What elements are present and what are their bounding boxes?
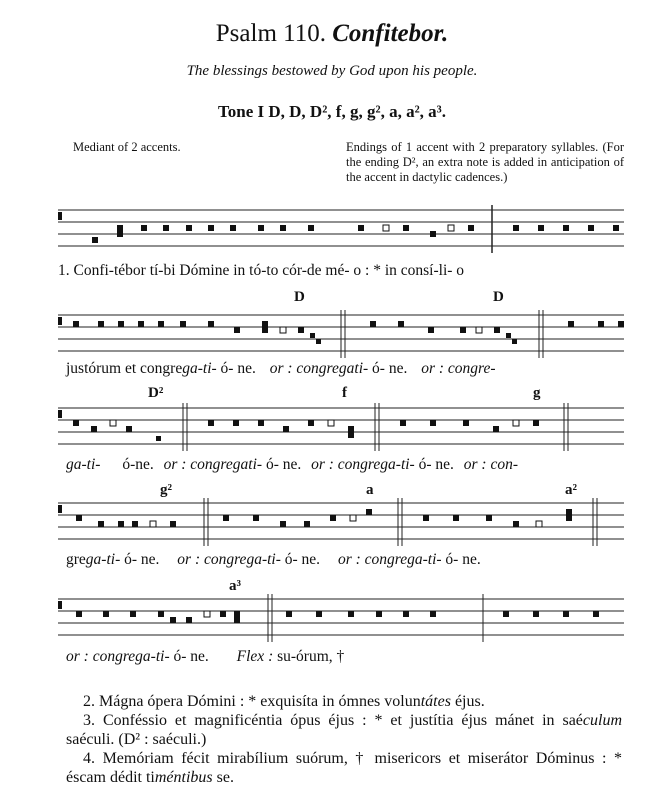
lyric-segment: justórum et congre xyxy=(66,360,183,377)
chant-staff-1 xyxy=(58,205,624,255)
ending-mark-g: g xyxy=(533,385,541,401)
lyric-segment-italic: or : congre xyxy=(269,360,339,377)
lyric-segment-italic: or : congre xyxy=(311,456,381,473)
chant-staff-3 xyxy=(58,403,624,453)
chant-staff-4 xyxy=(58,498,624,548)
lyric-segment-italic: or : con- xyxy=(463,456,519,473)
lyric-segment: ó- ne. xyxy=(280,551,321,568)
lyric-segment-italic: or : congre- xyxy=(421,360,496,377)
lyric-segment-italic: or : congre xyxy=(337,551,408,568)
lyric-segment: ó- ne. xyxy=(169,648,209,665)
verse-text-tail: saéculi. (D² : saéculi.) xyxy=(66,731,207,748)
lyric-segment-italic: ga-ti- xyxy=(66,456,101,473)
lyric-segment-italic: Flex : xyxy=(236,648,278,665)
verse-text-italic: tátes xyxy=(420,693,451,710)
verse-text-italic: méntibus xyxy=(154,769,213,786)
verse-4 xyxy=(66,749,622,787)
lyric-segment: ó- ne. xyxy=(368,360,408,377)
verse-number: 3. xyxy=(83,712,95,729)
ending-mark-d-2: D xyxy=(493,289,504,305)
lyric-segment-italic: ga-ti- xyxy=(246,551,281,568)
subtitle: The blessings bestowed by God upon his people. xyxy=(186,63,478,79)
lyric-segment: ó- ne. xyxy=(216,360,256,377)
verse-text-italic: culum xyxy=(582,712,623,729)
title-main: Psalm 110. xyxy=(215,20,326,47)
mediant-note: Mediant of 2 accents. xyxy=(73,140,181,154)
lyric-segment: ó- ne. xyxy=(441,551,481,568)
verse-text-tail: éjus. xyxy=(450,693,485,710)
ending-mark-d2: D² xyxy=(148,385,164,401)
chant-staff-5 xyxy=(58,594,624,644)
lyric-segment-italic: ga-ti- xyxy=(135,648,170,665)
ending-mark-a: a xyxy=(366,482,374,498)
lyric-segment: su-órum, † xyxy=(277,648,345,665)
verse-text: Mágna ópera Dómini : * exquisíta in ómnes volun xyxy=(99,693,421,710)
lyric-segment: ó-ne. xyxy=(122,456,154,473)
lyric-segment: gre xyxy=(66,551,86,568)
lyric-line-5 xyxy=(66,648,344,666)
lyric-line-2 xyxy=(66,360,496,378)
endings-note: Endings of 1 accent with 2 preparatory syllables. (For the ending D², an extra note is added in anticipation of the accent in dactylic cadences.) xyxy=(346,140,624,184)
verse-text: Conféssio et magnificéntia ópus éjus : * et justítia éjus mánet in saé xyxy=(102,712,583,729)
lyric-segment-italic: ga-ti- xyxy=(407,551,442,568)
verse-number: 2. xyxy=(83,693,95,710)
lyric-segment-italic: ga-ti- xyxy=(380,456,415,473)
verse-3 xyxy=(66,711,622,749)
lyric-segment-italic: ga-ti- xyxy=(85,551,121,568)
verse-number: 4. xyxy=(83,750,95,767)
lyric-segment: ó- ne. xyxy=(120,551,160,568)
lyric-segment: ó- ne. xyxy=(262,456,302,473)
verse-text: Memóriam fécit mirabílium suórum, † misericors et miserátor Dóminus : * éscam dédit ti xyxy=(66,750,623,786)
chant-staff-2 xyxy=(58,310,624,360)
lyric-segment-italic: or : congre xyxy=(177,551,247,568)
lyric-segment-italic: gati- xyxy=(338,360,369,377)
ending-mark-a3: a³ xyxy=(229,578,241,594)
ending-mark-a2: a² xyxy=(565,482,577,498)
lyric-segment-italic: ga-ti- xyxy=(182,360,217,377)
verse-text-tail: se. xyxy=(212,769,234,786)
ending-mark-f: f xyxy=(342,385,347,401)
lyric-segment-italic: or : congre xyxy=(163,456,233,473)
page-title xyxy=(0,20,664,48)
verses-block xyxy=(66,692,622,787)
lyric-line-3 xyxy=(66,456,518,474)
lyric-segment-italic: gati- xyxy=(232,456,263,473)
lyric-line-4 xyxy=(66,551,481,569)
ending-mark-g2: g² xyxy=(160,482,172,498)
lyric-segment: ó- ne. xyxy=(414,456,454,473)
lyric-line-1: 1. Confi-tébor tí-bi Dómine in tó-to cór-de mé- o : * in consí-li- o xyxy=(58,262,465,279)
ending-mark-d-1: D xyxy=(294,289,305,305)
lyric-segment-italic: or : congre xyxy=(66,648,136,665)
tone-heading: Tone I D, D, D², f, g, g², a, a², a³. xyxy=(217,102,447,121)
verse-2 xyxy=(66,692,622,711)
title-italic: Confitebor. xyxy=(332,20,449,47)
